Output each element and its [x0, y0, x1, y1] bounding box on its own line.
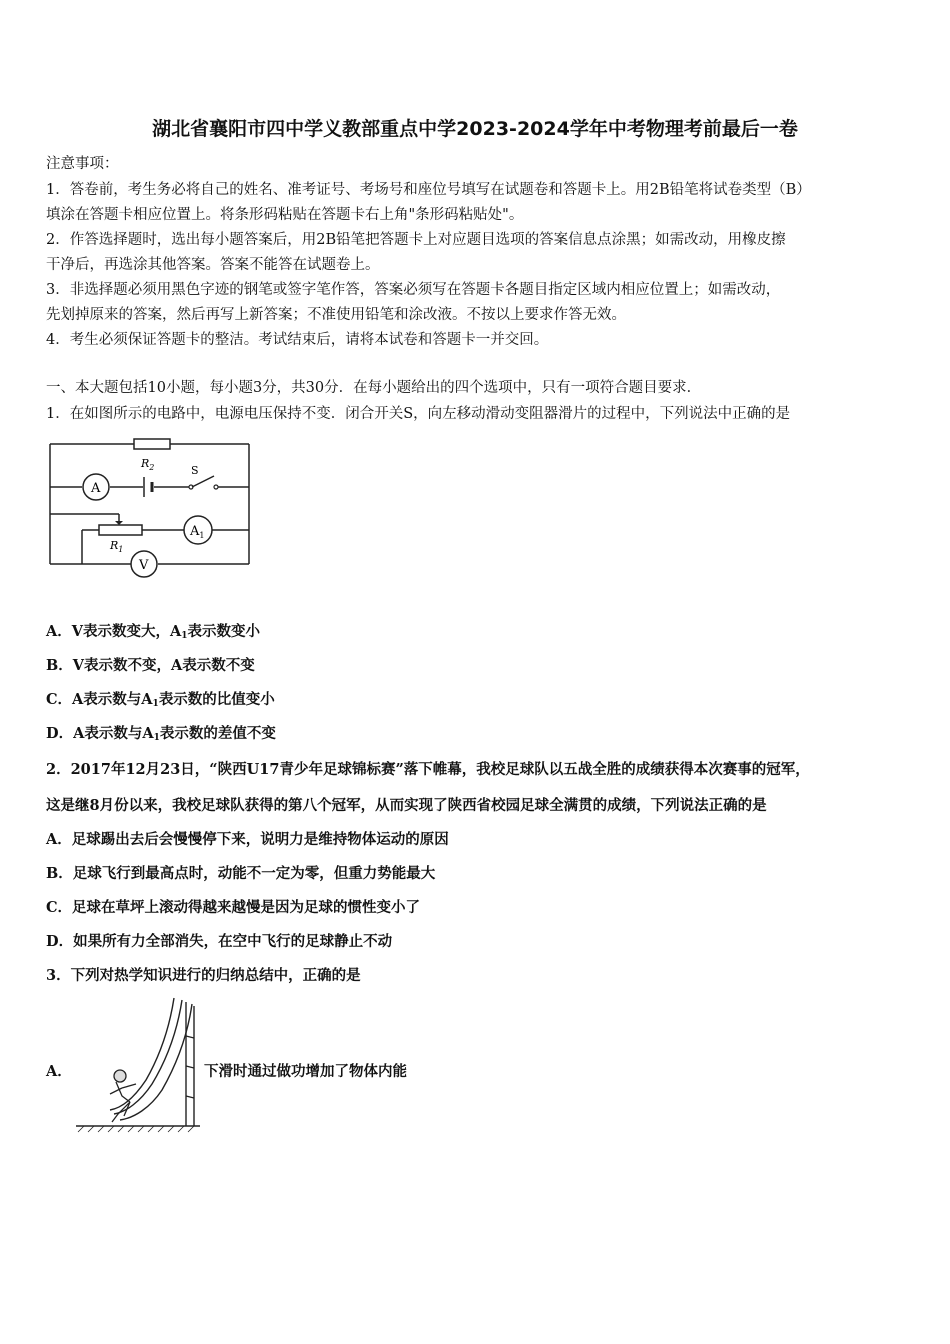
label-r1: $R_1$ — [110, 539, 124, 554]
option-text: B．V表示数不变，A表示数不变 — [46, 657, 255, 674]
switch-contact-right — [214, 485, 218, 489]
notice-line: 4．考生必须保证答题卡的整洁。考试结束后，请将本试卷和答题卡一并交回。 — [46, 332, 549, 348]
voltmeter-v-label: V — [139, 558, 149, 573]
question-2-option-a[interactable]: A．足球踢出去后会慢慢停下来，说明力是维持物体运动的原因 — [46, 831, 449, 848]
switch-lever — [192, 476, 214, 487]
option-subscript: 1 — [181, 631, 188, 641]
notice-line: 先划掉原来的答案，然后再写上新答案；不准使用铅笔和涂改液。不按以上要求作答无效。 — [46, 307, 626, 323]
notice-line: 干净后，再选涂其他答案。答案不能答在试题卷上。 — [46, 257, 380, 273]
exam-title: 湖北省襄阳市四中学义教部重点中学2023-2024学年中考物理考前最后一卷 — [152, 118, 798, 140]
option-subscript: 1 — [153, 733, 160, 743]
option-subscript: 1 — [152, 699, 159, 709]
question-3-option-a-label[interactable]: A． — [46, 1063, 72, 1080]
option-text: 表示数变小 — [187, 623, 261, 640]
question-2-option-b[interactable]: B．足球飞行到最高点时，动能不一定为零，但重力势能最大 — [46, 865, 436, 882]
question-1-option-d[interactable] — [46, 722, 276, 743]
question-1-option-b[interactable] — [46, 654, 255, 675]
notice-line: 填涂在答题卡相应位置上。将条形码粘贴在答题卡右上角"条形码粘贴处"。 — [46, 207, 524, 223]
circuit-diagram — [44, 434, 256, 584]
rheostat-r1 — [99, 525, 142, 535]
notice-line: 1．答卷前，考生务必将自己的姓名、准考证号、考场号和座位号填写在试题卷和答题卡上。用2B铅笔将试卷类型（B） — [46, 182, 811, 198]
option-text: 表示数的差值不变 — [159, 725, 276, 742]
question-3-option-a-text[interactable]: 下滑时通过做功增加了物体内能 — [204, 1063, 407, 1080]
option-text: 表示数的比值变小 — [158, 691, 275, 708]
section-heading: 一、本大题包括10小题，每小题3分，共30分．在每小题给出的四个选项中，只有一项符合题目要求． — [46, 380, 702, 396]
question-2-option-c[interactable]: C．足球在草坪上滚动得越来越慢是因为足球的惯性变小了 — [46, 899, 421, 916]
switch-label: S — [191, 464, 199, 477]
question-2-option-d[interactable]: D．如果所有力全部消失，在空中飞行的足球静止不动 — [46, 933, 393, 950]
resistor-r2 — [134, 439, 170, 449]
notice-heading: 注意事项： — [46, 156, 119, 172]
question-2-stem: 这是继8月份以来，我校足球队获得的第八个冠军，从而实现了陕西省校园足球全满贯的成绩，下列说法正确的是 — [46, 797, 767, 814]
ammeter-a-label: A — [91, 481, 101, 496]
label-r2: $R_2$ — [141, 457, 155, 472]
ammeter-a1-label: $A_1$ — [190, 524, 205, 540]
option-text: C．A表示数与A — [46, 691, 153, 708]
question-2-stem: 2．2017年12月23日，“陕西U17青少年足球锦标赛”落下帷幕，我校足球队以五战全胜的成绩获得本次赛事的冠军， — [46, 761, 810, 778]
notice-line: 3．非选择题必须用黑色字迹的钢笔或签字笔作答，答案必须写在答题卡各题目指定区域内相应位置上；如需改动， — [46, 282, 781, 298]
option-text: A．V表示数变大，A — [46, 623, 182, 640]
question-3-stem: 3．下列对热学知识进行的归纳总结中，正确的是 — [46, 967, 361, 984]
question-1-option-a[interactable] — [46, 620, 260, 641]
slide-illustration — [74, 996, 204, 1134]
question-1-stem: 1．在如图所示的电路中，电源电压保持不变．闭合开关S，向左移动滑动变阻器滑片的过程中，下列说法中正确的是 — [46, 406, 791, 422]
child-figure — [110, 1070, 136, 1122]
option-text: D．A表示数与A — [46, 725, 154, 742]
question-1-option-c[interactable] — [46, 688, 275, 709]
notice-line: 2．作答选择题时，选出每小题答案后，用2B铅笔把答题卡上对应题目选项的答案信息点涂黑；如需改动，用橡皮擦 — [46, 232, 786, 248]
